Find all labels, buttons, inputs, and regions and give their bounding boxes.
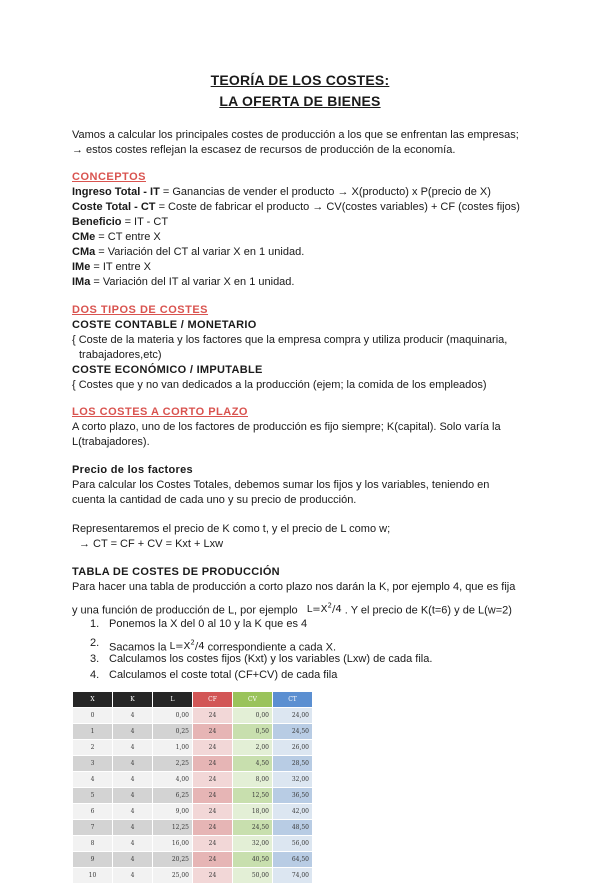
table-header-cell: CV: [233, 692, 273, 708]
table-row: [73, 724, 313, 740]
table-header-cell: X: [73, 692, 113, 708]
intro-line: Vamos a calcular los principales costes de producción a los que se enfrentan las empresas;: [72, 129, 519, 141]
conceptos-section: [72, 170, 542, 290]
table-cell: 4: [73, 772, 113, 788]
section-heading-corto-plazo: LOS COSTES A CORTO PLAZO: [72, 406, 248, 418]
concept-item: [72, 200, 542, 215]
table-cell: 24: [193, 740, 233, 756]
table-cell: 25,00: [153, 868, 193, 884]
table-cell: 40,50: [233, 852, 273, 868]
representacion-text: Representaremos el precio de K como t, y el precio de L como w;: [72, 523, 391, 535]
table-row: [73, 772, 313, 788]
concept-definition: = CT entre X: [95, 231, 161, 243]
production-function-formula: $L=X^2/4$: [169, 639, 205, 653]
table-cell: 4: [113, 868, 153, 884]
coste-economico-text: { Costes que y no van dedicados a la producción (ejem; la comida de los empleados): [72, 379, 487, 391]
concept-definition: = Variación del CT al variar X en 1 unidad.: [95, 246, 305, 258]
table-cell: 12,50: [233, 788, 273, 804]
coste-contable-title: COSTE CONTABLE / MONETARIO: [72, 319, 257, 331]
precio-factores-section: [72, 463, 542, 508]
table-row: [73, 788, 313, 804]
document-title-line1: TEORÍA DE LOS COSTES:: [210, 72, 390, 88]
table-row: [73, 836, 313, 852]
section-heading-tipos: DOS TIPOS DE COSTES: [72, 304, 209, 316]
table-cell: 8: [73, 836, 113, 852]
table-cell: 0,00: [233, 708, 273, 724]
table-cell: 4: [113, 724, 153, 740]
table-cell: 1,00: [153, 740, 193, 756]
table-cell: 16,00: [153, 836, 193, 852]
table-cell: 64,50: [273, 852, 313, 868]
table-cell: 1: [73, 724, 113, 740]
concept-item: [72, 185, 542, 200]
table-cell: 2,25: [153, 756, 193, 772]
table-cell: 4,00: [153, 772, 193, 788]
table-cell: 24: [193, 724, 233, 740]
table-cell: 28,50: [273, 756, 313, 772]
coste-contable-text: trabajadores,etc): [79, 349, 162, 361]
table-cell: 8,00: [233, 772, 273, 788]
table-cell: 24: [193, 756, 233, 772]
table-cell: 6: [73, 804, 113, 820]
concept-item: [72, 230, 542, 245]
table-cell: 4: [113, 820, 153, 836]
table-body: [73, 708, 313, 884]
table-cell: 2: [73, 740, 113, 756]
table-cell: 56,00: [273, 836, 313, 852]
corto-plazo-text: L(trabajadores).: [72, 436, 150, 448]
table-cell: 3: [73, 756, 113, 772]
table-cell: 4: [113, 852, 153, 868]
table-row: [73, 708, 313, 724]
concept-item: [72, 245, 542, 260]
concept-definition: = IT - CT: [121, 216, 169, 228]
list-item: 4. Calculamos el coste total (CF+CV) de cada fila: [90, 669, 338, 681]
table-row: [73, 804, 313, 820]
list-item: 1. Ponemos la X del 0 al 10 y la K que es 4: [90, 618, 308, 630]
table-cell: 4,50: [233, 756, 273, 772]
table-cell: 24: [193, 820, 233, 836]
precio-factores-text: Para calcular los Costes Totales, debemos sumar los fijos y los variables, teniendo en: [72, 479, 490, 491]
table-cell: 5: [73, 788, 113, 804]
steps-list: [90, 617, 530, 684]
list-item: 2. Sacamos la $L=X^2/4$ correspondiente a cada X.: [90, 637, 337, 654]
table-row: [73, 740, 313, 756]
coste-contable-text: { Coste de la materia y los factores que la empresa compra y utiliza producir (maquinaria,: [72, 334, 508, 346]
table-cell: 6,25: [153, 788, 193, 804]
table-cell: 9: [73, 852, 113, 868]
coste-economico-title: COSTE ECONÓMICO / IMPUTABLE: [72, 364, 263, 376]
table-cell: 42,00: [273, 804, 313, 820]
table-cell: 4: [113, 772, 153, 788]
concept-term: IMa: [72, 276, 91, 288]
tipos-section: [72, 303, 542, 393]
table-cell: 24: [193, 836, 233, 852]
tabla-costes-text-a: y una función de producción de L, por ejemplo: [72, 604, 298, 617]
concept-term: CMa: [72, 246, 96, 258]
table-cell: 24,50: [233, 820, 273, 836]
precio-factores-text: cuenta la cantidad de cada uno y su precio de producción.: [72, 494, 357, 506]
list-item: 3. Calculamos los costes fijos (Kxt) y los variables (Lxw) de cada fila.: [90, 653, 433, 665]
table-cell: 24,50: [273, 724, 313, 740]
table-cell: 48,50: [273, 820, 313, 836]
table-cell: 24,00: [273, 708, 313, 724]
table-cell: 26,00: [273, 740, 313, 756]
table-header-row: [73, 692, 313, 708]
tabla-costes-title: TABLA DE COSTES DE PRODUCCIÓN: [72, 566, 280, 578]
table-cell: 4: [113, 708, 153, 724]
concept-item: [72, 260, 542, 275]
table-header-cell: K: [113, 692, 153, 708]
table-cell: 4: [113, 836, 153, 852]
table-cell: 0: [73, 708, 113, 724]
table-cell: 36,50: [273, 788, 313, 804]
table-cell: 10: [73, 868, 113, 884]
intro-paragraph: [72, 128, 542, 158]
table-header-cell: CT: [273, 692, 313, 708]
production-function-formula: $L=X^2/4$: [306, 602, 342, 616]
table-cell: 2,00: [233, 740, 273, 756]
table-cell: 24: [193, 788, 233, 804]
concept-item: [72, 275, 542, 290]
table-cell: 24: [193, 852, 233, 868]
table-header-cell: L: [153, 692, 193, 708]
representacion-paragraph: [72, 522, 542, 552]
table-cell: 20,25: [153, 852, 193, 868]
table-cell: 0,00: [153, 708, 193, 724]
tabla-costes-text: Para hacer una tabla de producción a corto plazo nos darán la K, por ejemplo 4, que es fija: [72, 581, 516, 593]
table-cell: 24: [193, 804, 233, 820]
corto-plazo-text: A corto plazo, uno de los factores de producción es fijo siempre; K(capital). Solo varía la: [72, 421, 501, 433]
table-cell: 0,25: [153, 724, 193, 740]
table-row: [73, 756, 313, 772]
table-cell: 4: [113, 756, 153, 772]
document-title-line2: LA OFERTA DE BIENES: [219, 93, 381, 109]
tabla-costes-text: [72, 599, 542, 618]
table-row: [73, 868, 313, 884]
table-cell: 24: [193, 708, 233, 724]
table-cell: 50,00: [233, 868, 273, 884]
table-cell: 9,00: [153, 804, 193, 820]
table-row: [73, 820, 313, 836]
ct-formula: → CT = CF + CV = Kxt + Lxw: [79, 538, 224, 550]
concept-item: [72, 215, 542, 230]
concept-list: [72, 185, 542, 290]
table-header-cell: CF: [193, 692, 233, 708]
table-cell: 32,00: [233, 836, 273, 852]
intro-line: → estos costes reflejan la escasez de recursos de producción de la economía.: [72, 144, 456, 156]
precio-factores-title: Precio de los factores: [72, 464, 193, 476]
concept-term: IMe: [72, 261, 91, 273]
table-cell: 32,00: [273, 772, 313, 788]
concept-definition: = IT entre X: [90, 261, 151, 273]
table-cell: 74,00: [273, 868, 313, 884]
section-heading-conceptos: CONCEPTOS: [72, 171, 146, 183]
concept-definition: = Ganancias de vender el producto → X(producto) x P(precio de X): [159, 186, 491, 198]
table-cell: 12,25: [153, 820, 193, 836]
table-cell: 4: [113, 740, 153, 756]
concept-definition: = Variación del IT al variar X en 1 unidad.: [90, 276, 295, 288]
corto-plazo-section: [72, 405, 542, 450]
concept-term: CMe: [72, 231, 96, 243]
table-cell: 0,50: [233, 724, 273, 740]
table-cell: 4: [113, 804, 153, 820]
cost-table: [72, 691, 313, 884]
concept-definition: = Coste de fabricar el producto → CV(costes variables) + CF (costes fijos): [155, 201, 520, 213]
concept-term: Ingreso Total - IT: [72, 186, 160, 198]
table-cell: 18,00: [233, 804, 273, 820]
concept-term: Beneficio: [72, 216, 122, 228]
tabla-costes-section: [72, 565, 542, 618]
concept-term: Coste Total - CT: [72, 201, 156, 213]
tabla-costes-text-b: . Y el precio de K(t=6) y de L(w=2): [344, 604, 512, 617]
table-cell: 24: [193, 772, 233, 788]
table-cell: 4: [113, 788, 153, 804]
table-row: [73, 852, 313, 868]
table-cell: 24: [193, 868, 233, 884]
table-cell: 7: [73, 820, 113, 836]
